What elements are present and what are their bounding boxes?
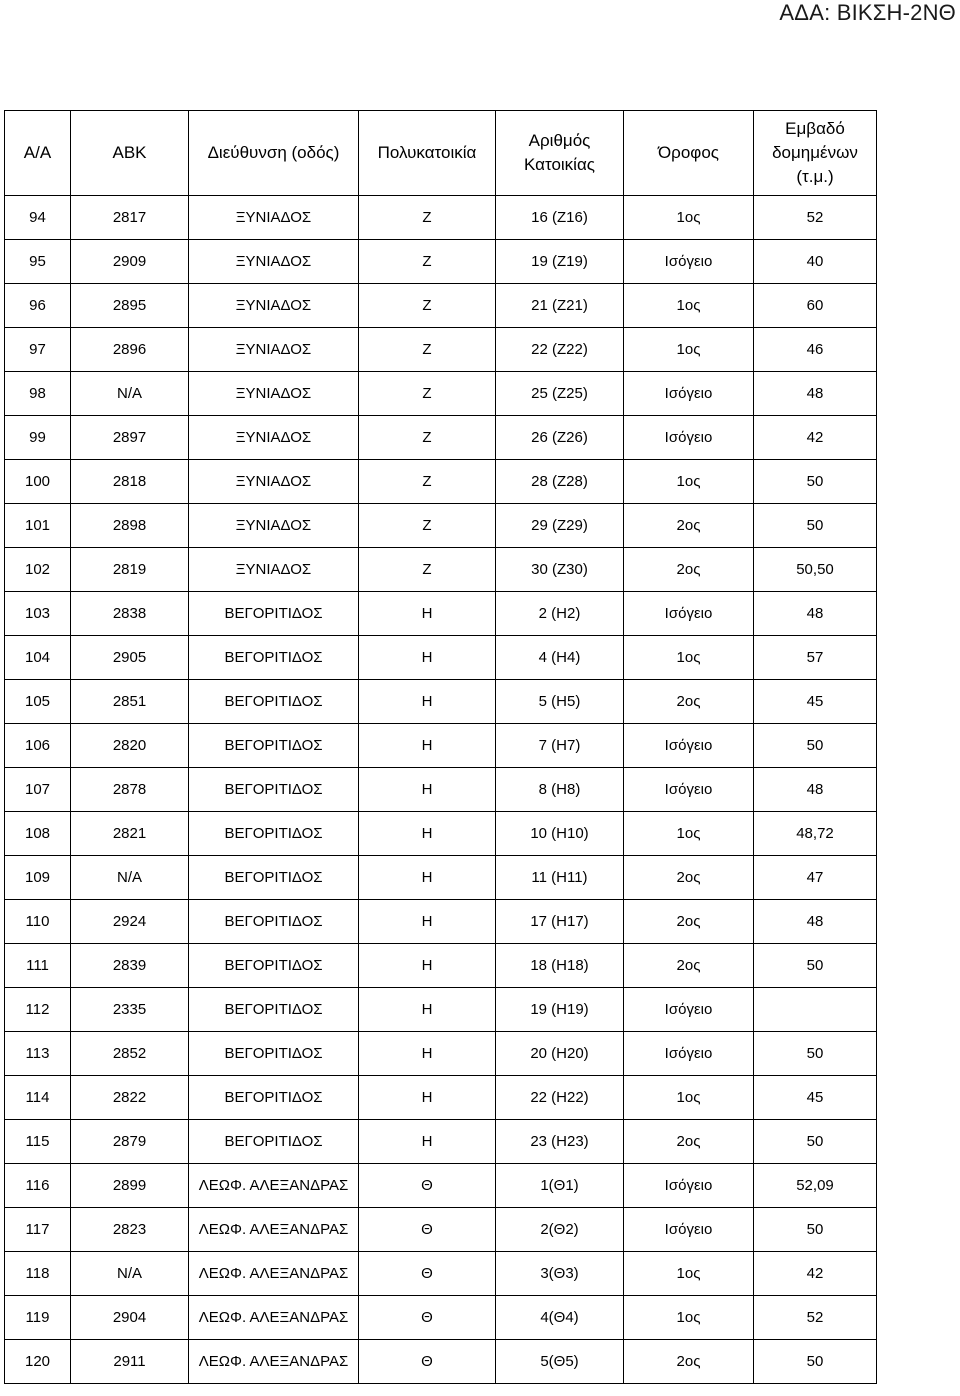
cell-address: ΒΕΓΟΡΙΤΙΔΟΣ (189, 988, 359, 1032)
cell-abk: 2852 (71, 1032, 189, 1076)
cell-building: Θ (359, 1296, 496, 1340)
table-header (5, 111, 877, 196)
cell-residence-number: 5(Θ5) (496, 1340, 624, 1384)
cell-floor: 2ος (624, 1120, 754, 1164)
cell-area: 50 (754, 460, 877, 504)
cell-residence-number: 16 (Ζ16) (496, 196, 624, 240)
cell-aa: 101 (5, 504, 71, 548)
cell-aa: 96 (5, 284, 71, 328)
cell-aa: 97 (5, 328, 71, 372)
cell-aa: 113 (5, 1032, 71, 1076)
cell-building: Η (359, 900, 496, 944)
cell-building: Θ (359, 1208, 496, 1252)
cell-abk: 2878 (71, 768, 189, 812)
cell-residence-number: 7 (Η7) (496, 724, 624, 768)
cell-address: ΒΕΓΟΡΙΤΙΔΟΣ (189, 1120, 359, 1164)
header-cell-residence-number: Αριθμός Κατοικίας (496, 111, 624, 196)
table-row (5, 1340, 877, 1384)
cell-residence-number: 18 (Η18) (496, 944, 624, 988)
cell-area: 48 (754, 592, 877, 636)
cell-address: ΞΥΝΙΑΔΟΣ (189, 548, 359, 592)
cell-residence-number: 4 (Η4) (496, 636, 624, 680)
cell-address: ΒΕΓΟΡΙΤΙΔΟΣ (189, 900, 359, 944)
housing-table (4, 110, 877, 1384)
cell-residence-number: 5 (Η5) (496, 680, 624, 724)
cell-building: Η (359, 1120, 496, 1164)
cell-aa: 116 (5, 1164, 71, 1208)
cell-address: ΒΕΓΟΡΙΤΙΔΟΣ (189, 944, 359, 988)
cell-residence-number: 23 (Η23) (496, 1120, 624, 1164)
table-body (5, 196, 877, 1384)
cell-abk: 2838 (71, 592, 189, 636)
cell-residence-number: 30 (Ζ30) (496, 548, 624, 592)
cell-aa: 109 (5, 856, 71, 900)
cell-area: 57 (754, 636, 877, 680)
cell-aa: 100 (5, 460, 71, 504)
cell-building: Ζ (359, 372, 496, 416)
cell-area: 45 (754, 1076, 877, 1120)
ada-reference: ΑΔΑ: ΒΙΚΣΗ-2ΝΘ (779, 0, 956, 25)
cell-aa: 103 (5, 592, 71, 636)
cell-abk: 2879 (71, 1120, 189, 1164)
cell-building: Ζ (359, 504, 496, 548)
cell-residence-number: 3(Θ3) (496, 1252, 624, 1296)
cell-floor: 1ος (624, 812, 754, 856)
cell-floor: 1ος (624, 1252, 754, 1296)
cell-area: 42 (754, 416, 877, 460)
cell-floor: 2ος (624, 680, 754, 724)
cell-aa: 119 (5, 1296, 71, 1340)
cell-address: ΞΥΝΙΑΔΟΣ (189, 284, 359, 328)
cell-address: ΞΥΝΙΑΔΟΣ (189, 504, 359, 548)
cell-building: Η (359, 636, 496, 680)
cell-residence-number: 21 (Ζ21) (496, 284, 624, 328)
table-row (5, 548, 877, 592)
cell-address: ΞΥΝΙΑΔΟΣ (189, 416, 359, 460)
cell-floor: Ισόγειο (624, 372, 754, 416)
table-row (5, 372, 877, 416)
cell-area: 46 (754, 328, 877, 372)
cell-address: ΒΕΓΟΡΙΤΙΔΟΣ (189, 812, 359, 856)
table-row (5, 1032, 877, 1076)
cell-area: 60 (754, 284, 877, 328)
cell-area: 48 (754, 900, 877, 944)
cell-floor: 2ος (624, 548, 754, 592)
cell-building: Ζ (359, 240, 496, 284)
cell-address: ΒΕΓΟΡΙΤΙΔΟΣ (189, 636, 359, 680)
cell-residence-number: 29 (Ζ29) (496, 504, 624, 548)
cell-area: 47 (754, 856, 877, 900)
cell-residence-number: 26 (Ζ26) (496, 416, 624, 460)
cell-building: Η (359, 944, 496, 988)
cell-address: ΒΕΓΟΡΙΤΙΔΟΣ (189, 592, 359, 636)
table-row (5, 636, 877, 680)
cell-address: ΛΕΩΦ. ΑΛΕΞΑΝΔΡΑΣ (189, 1340, 359, 1384)
cell-aa: 111 (5, 944, 71, 988)
cell-floor: 2ος (624, 1340, 754, 1384)
cell-residence-number: 2(Θ2) (496, 1208, 624, 1252)
cell-abk: 2821 (71, 812, 189, 856)
table-row (5, 768, 877, 812)
cell-floor: 2ος (624, 900, 754, 944)
cell-building: Η (359, 724, 496, 768)
cell-area: 50 (754, 724, 877, 768)
cell-aa: 98 (5, 372, 71, 416)
header-cell-aa: Α/Α (5, 111, 71, 196)
cell-floor: Ισόγειο (624, 592, 754, 636)
cell-area: 48 (754, 372, 877, 416)
cell-floor: 1ος (624, 1296, 754, 1340)
cell-aa: 94 (5, 196, 71, 240)
cell-building: Θ (359, 1164, 496, 1208)
cell-building: Ζ (359, 328, 496, 372)
cell-building: Θ (359, 1252, 496, 1296)
cell-address: ΒΕΓΟΡΙΤΙΔΟΣ (189, 680, 359, 724)
cell-abk: 2839 (71, 944, 189, 988)
table-row (5, 1296, 877, 1340)
cell-area: 50 (754, 504, 877, 548)
cell-floor: 1ος (624, 284, 754, 328)
table-row (5, 900, 877, 944)
cell-building: Ζ (359, 196, 496, 240)
cell-floor: 1ος (624, 196, 754, 240)
cell-floor: Ισόγειο (624, 1164, 754, 1208)
table-row (5, 196, 877, 240)
cell-aa: 118 (5, 1252, 71, 1296)
cell-area: 52 (754, 196, 877, 240)
cell-building: Η (359, 812, 496, 856)
cell-address: ΒΕΓΟΡΙΤΙΔΟΣ (189, 724, 359, 768)
cell-address: ΞΥΝΙΑΔΟΣ (189, 328, 359, 372)
header-cell-building: Πολυκατοικία (359, 111, 496, 196)
cell-building: Η (359, 768, 496, 812)
cell-aa: 102 (5, 548, 71, 592)
cell-floor: Ισόγειο (624, 724, 754, 768)
cell-floor: 1ος (624, 1076, 754, 1120)
cell-residence-number: 8 (Η8) (496, 768, 624, 812)
cell-aa: 104 (5, 636, 71, 680)
cell-residence-number: 20 (Η20) (496, 1032, 624, 1076)
cell-residence-number: 28 (Ζ28) (496, 460, 624, 504)
cell-abk: 2820 (71, 724, 189, 768)
cell-address: ΛΕΩΦ. ΑΛΕΞΑΝΔΡΑΣ (189, 1252, 359, 1296)
cell-area: 50 (754, 944, 877, 988)
cell-area: 50 (754, 1032, 877, 1076)
cell-residence-number: 19 (Ζ19) (496, 240, 624, 284)
cell-area: 52,09 (754, 1164, 877, 1208)
cell-aa: 108 (5, 812, 71, 856)
cell-area: 48 (754, 768, 877, 812)
cell-address: ΛΕΩΦ. ΑΛΕΞΑΝΔΡΑΣ (189, 1208, 359, 1252)
cell-address: ΒΕΓΟΡΙΤΙΔΟΣ (189, 1076, 359, 1120)
cell-address: ΒΕΓΟΡΙΤΙΔΟΣ (189, 1032, 359, 1076)
cell-residence-number: 25 (Ζ25) (496, 372, 624, 416)
table-row (5, 504, 877, 548)
cell-floor: 1ος (624, 460, 754, 504)
table-row (5, 724, 877, 768)
cell-floor: Ισόγειο (624, 988, 754, 1032)
cell-area: 42 (754, 1252, 877, 1296)
cell-abk: 2911 (71, 1340, 189, 1384)
cell-aa: 114 (5, 1076, 71, 1120)
cell-residence-number: 1(Θ1) (496, 1164, 624, 1208)
cell-address: ΞΥΝΙΑΔΟΣ (189, 460, 359, 504)
header-cell-address: Διεύθυνση (οδός) (189, 111, 359, 196)
cell-aa: 106 (5, 724, 71, 768)
cell-residence-number: 4(Θ4) (496, 1296, 624, 1340)
cell-building: Η (359, 680, 496, 724)
table-row (5, 460, 877, 504)
cell-area: 48,72 (754, 812, 877, 856)
cell-building: Η (359, 988, 496, 1032)
cell-abk: 2898 (71, 504, 189, 548)
table-row (5, 1252, 877, 1296)
table-row (5, 680, 877, 724)
cell-area: 40 (754, 240, 877, 284)
cell-residence-number: 2 (Η2) (496, 592, 624, 636)
cell-residence-number: 19 (Η19) (496, 988, 624, 1032)
cell-area: 50 (754, 1120, 877, 1164)
cell-abk: 2896 (71, 328, 189, 372)
cell-aa: 115 (5, 1120, 71, 1164)
cell-area: 50 (754, 1340, 877, 1384)
cell-building: Ζ (359, 284, 496, 328)
cell-abk: 2851 (71, 680, 189, 724)
cell-residence-number: 10 (Η10) (496, 812, 624, 856)
cell-abk: N/A (71, 372, 189, 416)
cell-abk: 2818 (71, 460, 189, 504)
cell-area: 50,50 (754, 548, 877, 592)
table-row (5, 1208, 877, 1252)
cell-aa: 112 (5, 988, 71, 1032)
cell-residence-number: 22 (Η22) (496, 1076, 624, 1120)
cell-aa: 99 (5, 416, 71, 460)
cell-area (754, 988, 877, 1032)
header-cell-floor: Όροφος (624, 111, 754, 196)
cell-residence-number: 17 (Η17) (496, 900, 624, 944)
cell-address: ΞΥΝΙΑΔΟΣ (189, 240, 359, 284)
cell-building: Ζ (359, 548, 496, 592)
cell-aa: 105 (5, 680, 71, 724)
cell-abk: 2817 (71, 196, 189, 240)
table-row (5, 240, 877, 284)
cell-aa: 95 (5, 240, 71, 284)
table-row (5, 328, 877, 372)
cell-abk: 2897 (71, 416, 189, 460)
cell-aa: 120 (5, 1340, 71, 1384)
cell-building: Η (359, 856, 496, 900)
cell-abk: 2823 (71, 1208, 189, 1252)
cell-address: ΛΕΩΦ. ΑΛΕΞΑΝΔΡΑΣ (189, 1296, 359, 1340)
cell-floor: Ισόγειο (624, 240, 754, 284)
cell-abk: 2924 (71, 900, 189, 944)
cell-building: Η (359, 1032, 496, 1076)
cell-aa: 110 (5, 900, 71, 944)
cell-abk: 2335 (71, 988, 189, 1032)
cell-address: ΛΕΩΦ. ΑΛΕΞΑΝΔΡΑΣ (189, 1164, 359, 1208)
cell-address: ΒΕΓΟΡΙΤΙΔΟΣ (189, 768, 359, 812)
table-row (5, 856, 877, 900)
cell-address: ΞΥΝΙΑΔΟΣ (189, 196, 359, 240)
cell-floor: Ισόγειο (624, 416, 754, 460)
cell-residence-number: 22 (Ζ22) (496, 328, 624, 372)
cell-aa: 107 (5, 768, 71, 812)
cell-abk: 2904 (71, 1296, 189, 1340)
cell-floor: 2ος (624, 944, 754, 988)
cell-abk: 2909 (71, 240, 189, 284)
cell-floor: Ισόγειο (624, 1208, 754, 1252)
cell-area: 50 (754, 1208, 877, 1252)
cell-abk: N/A (71, 1252, 189, 1296)
cell-aa: 117 (5, 1208, 71, 1252)
table-row (5, 988, 877, 1032)
cell-address: ΒΕΓΟΡΙΤΙΔΟΣ (189, 856, 359, 900)
cell-floor: Ισόγειο (624, 1032, 754, 1076)
cell-abk: N/A (71, 856, 189, 900)
header-cell-abk: ΑΒΚ (71, 111, 189, 196)
cell-building: Ζ (359, 460, 496, 504)
cell-area: 52 (754, 1296, 877, 1340)
cell-building: Η (359, 1076, 496, 1120)
table-row (5, 944, 877, 988)
table-row (5, 284, 877, 328)
cell-building: Ζ (359, 416, 496, 460)
cell-floor: 2ος (624, 504, 754, 548)
table-row (5, 592, 877, 636)
table-row (5, 416, 877, 460)
table-row (5, 1164, 877, 1208)
cell-area: 45 (754, 680, 877, 724)
cell-floor: 1ος (624, 636, 754, 680)
table-row (5, 1076, 877, 1120)
table-row (5, 812, 877, 856)
cell-residence-number: 11 (Η11) (496, 856, 624, 900)
cell-abk: 2905 (71, 636, 189, 680)
cell-abk: 2899 (71, 1164, 189, 1208)
header-cell-area: Εμβαδό δομημένων (τ.μ.) (754, 111, 877, 196)
cell-floor: 2ος (624, 856, 754, 900)
cell-floor: Ισόγειο (624, 768, 754, 812)
cell-address: ΞΥΝΙΑΔΟΣ (189, 372, 359, 416)
header-row (5, 111, 877, 196)
cell-building: Η (359, 592, 496, 636)
cell-floor: 1ος (624, 328, 754, 372)
cell-building: Θ (359, 1340, 496, 1384)
cell-abk: 2895 (71, 284, 189, 328)
cell-abk: 2822 (71, 1076, 189, 1120)
cell-abk: 2819 (71, 548, 189, 592)
table-row (5, 1120, 877, 1164)
